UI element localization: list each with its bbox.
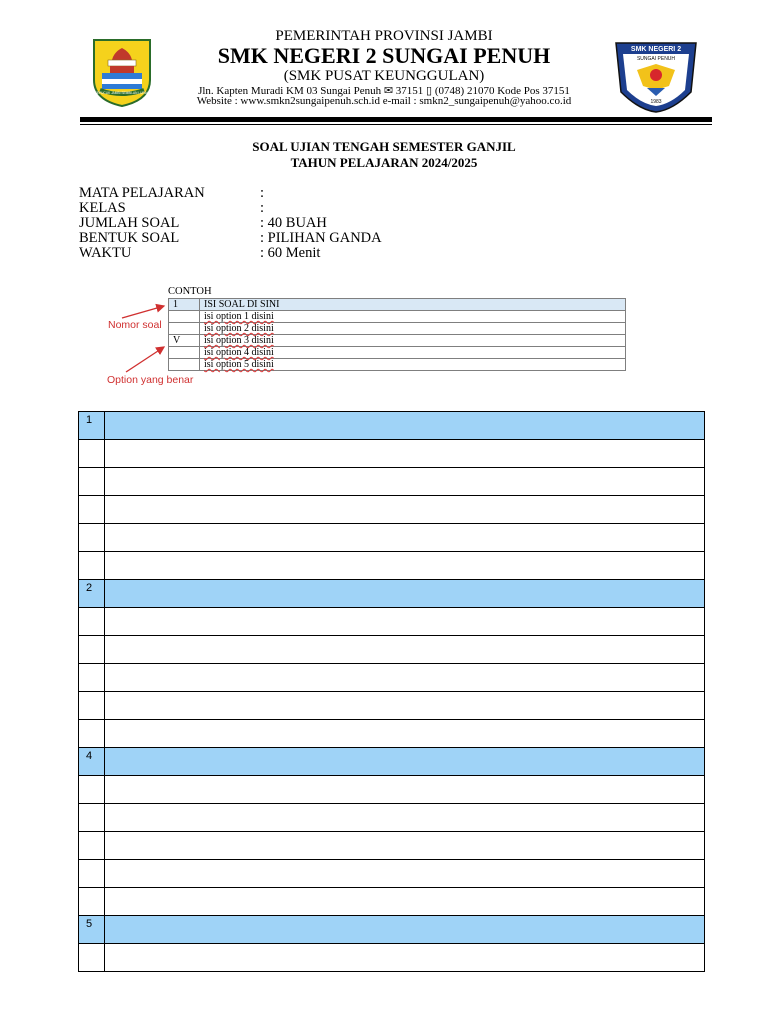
option-text-cell[interactable] bbox=[105, 636, 705, 664]
example-label: CONTOH bbox=[168, 286, 212, 297]
info-label: JUMLAH SOAL bbox=[79, 215, 180, 231]
option-mark-cell[interactable] bbox=[79, 692, 105, 720]
school-address: Jln. Kapten Muradi KM 03 Sungai Penuh ✉ 37151 ▯ (0748) 21070 Kode Pos 37151 bbox=[198, 85, 570, 97]
annotation-question-number: Nomor soal bbox=[108, 319, 162, 331]
option-row[interactable] bbox=[79, 944, 705, 972]
school-name: SMK NEGERI 2 SUNGAI PENUH bbox=[217, 43, 551, 68]
option-text-cell[interactable] bbox=[105, 944, 705, 972]
option-mark-cell[interactable] bbox=[79, 804, 105, 832]
question-row[interactable] bbox=[79, 916, 705, 944]
option-mark-cell[interactable] bbox=[79, 552, 105, 580]
option-text-cell[interactable] bbox=[105, 664, 705, 692]
government-heading: PEMERINTAH PROVINSI JAMBI bbox=[275, 28, 493, 44]
option-row[interactable] bbox=[79, 776, 705, 804]
option-text-cell[interactable] bbox=[105, 496, 705, 524]
option-mark-cell[interactable] bbox=[79, 776, 105, 804]
question-text-cell[interactable] bbox=[105, 412, 705, 440]
info-value: : bbox=[260, 185, 265, 201]
option-mark-cell[interactable] bbox=[79, 832, 105, 860]
example-option-text: isi option 3 disini bbox=[204, 335, 274, 346]
question-number: 5 bbox=[79, 916, 105, 944]
option-row[interactable] bbox=[79, 524, 705, 552]
school-subtitle: (SMK PUSAT KEUNGGULAN) bbox=[283, 68, 485, 84]
option-mark-cell[interactable] bbox=[79, 944, 105, 972]
example-option-text: isi option 2 disini bbox=[204, 323, 274, 334]
option-row[interactable] bbox=[79, 720, 705, 748]
option-mark-cell[interactable] bbox=[79, 608, 105, 636]
school-contact: Website : www.smkn2sungaipenuh.sch.id e-mail : smkn2_sungaipenuh@yahoo.co.id bbox=[196, 95, 572, 107]
option-mark-cell[interactable] bbox=[79, 496, 105, 524]
option-text-cell[interactable] bbox=[105, 804, 705, 832]
option-row[interactable] bbox=[79, 804, 705, 832]
logo-year-text: 1983 bbox=[650, 99, 662, 105]
arrow-to-question-number bbox=[122, 306, 164, 318]
option-row[interactable] bbox=[79, 692, 705, 720]
example-question-text: ISI SOAL DI SINI bbox=[200, 299, 626, 311]
option-mark-cell[interactable] bbox=[79, 720, 105, 748]
option-row[interactable] bbox=[79, 608, 705, 636]
info-value: : 40 BUAH bbox=[260, 215, 327, 231]
option-row[interactable] bbox=[79, 552, 705, 580]
exam-year: TAHUN PELAJARAN 2024/2025 bbox=[290, 155, 478, 170]
info-value: : bbox=[260, 200, 265, 216]
option-mark-cell[interactable] bbox=[79, 440, 105, 468]
question-number: 2 bbox=[79, 580, 105, 608]
example-option-text: isi option 5 disini bbox=[204, 359, 274, 370]
info-label: KELAS bbox=[79, 200, 126, 216]
option-row[interactable] bbox=[79, 888, 705, 916]
question-text-cell[interactable] bbox=[105, 916, 705, 944]
option-mark-cell[interactable] bbox=[79, 860, 105, 888]
arrow-to-correct-option bbox=[126, 347, 164, 372]
info-label: MATA PELAJARAN bbox=[79, 185, 205, 201]
option-row[interactable] bbox=[79, 860, 705, 888]
option-text-cell[interactable] bbox=[105, 608, 705, 636]
option-text-cell[interactable] bbox=[105, 468, 705, 496]
example-option-text: isi option 4 disini bbox=[204, 347, 274, 358]
question-text-cell[interactable] bbox=[105, 580, 705, 608]
question-row[interactable] bbox=[79, 580, 705, 608]
question-text-cell[interactable] bbox=[105, 748, 705, 776]
logo-city-text: SUNGAI PENUH bbox=[636, 56, 676, 62]
option-row[interactable] bbox=[79, 496, 705, 524]
question-row[interactable] bbox=[79, 412, 705, 440]
annotation-arrows bbox=[0, 0, 768, 400]
question-row[interactable] bbox=[79, 748, 705, 776]
info-value: : 60 Menit bbox=[260, 245, 321, 261]
option-row[interactable] bbox=[79, 636, 705, 664]
option-mark-cell[interactable] bbox=[79, 888, 105, 916]
option-text-cell[interactable] bbox=[105, 720, 705, 748]
info-value: : PILIHAN GANDA bbox=[260, 230, 382, 246]
example-option-text: isi option 1 disini bbox=[204, 311, 274, 322]
annotation-correct-option: Option yang benar bbox=[107, 374, 194, 386]
option-mark-cell[interactable] bbox=[79, 468, 105, 496]
option-text-cell[interactable] bbox=[105, 860, 705, 888]
option-mark-cell[interactable] bbox=[79, 664, 105, 692]
option-row[interactable] bbox=[79, 832, 705, 860]
logo-school-text: SMK NEGERI 2 bbox=[630, 46, 682, 53]
option-mark-cell[interactable] bbox=[79, 524, 105, 552]
option-text-cell[interactable] bbox=[105, 552, 705, 580]
option-text-cell[interactable] bbox=[105, 524, 705, 552]
question-number: 1 bbox=[79, 412, 105, 440]
question-number: 4 bbox=[79, 748, 105, 776]
option-row[interactable] bbox=[79, 468, 705, 496]
exam-title: SOAL UJIAN TENGAH SEMESTER GANJIL bbox=[252, 139, 516, 154]
logo-motto-text: SEPUCUK JAMBI SEMBILAN LURAH bbox=[94, 91, 150, 95]
option-row[interactable] bbox=[79, 664, 705, 692]
example-question-number: 1 bbox=[169, 299, 200, 311]
question-grid bbox=[78, 411, 705, 972]
option-row[interactable] bbox=[79, 440, 705, 468]
example-option-mark: V bbox=[169, 335, 200, 347]
info-label: WAKTU bbox=[79, 245, 132, 261]
option-text-cell[interactable] bbox=[105, 776, 705, 804]
option-text-cell[interactable] bbox=[105, 832, 705, 860]
option-text-cell[interactable] bbox=[105, 440, 705, 468]
option-mark-cell[interactable] bbox=[79, 636, 105, 664]
option-text-cell[interactable] bbox=[105, 692, 705, 720]
info-label: BENTUK SOAL bbox=[79, 230, 180, 246]
option-text-cell[interactable] bbox=[105, 888, 705, 916]
